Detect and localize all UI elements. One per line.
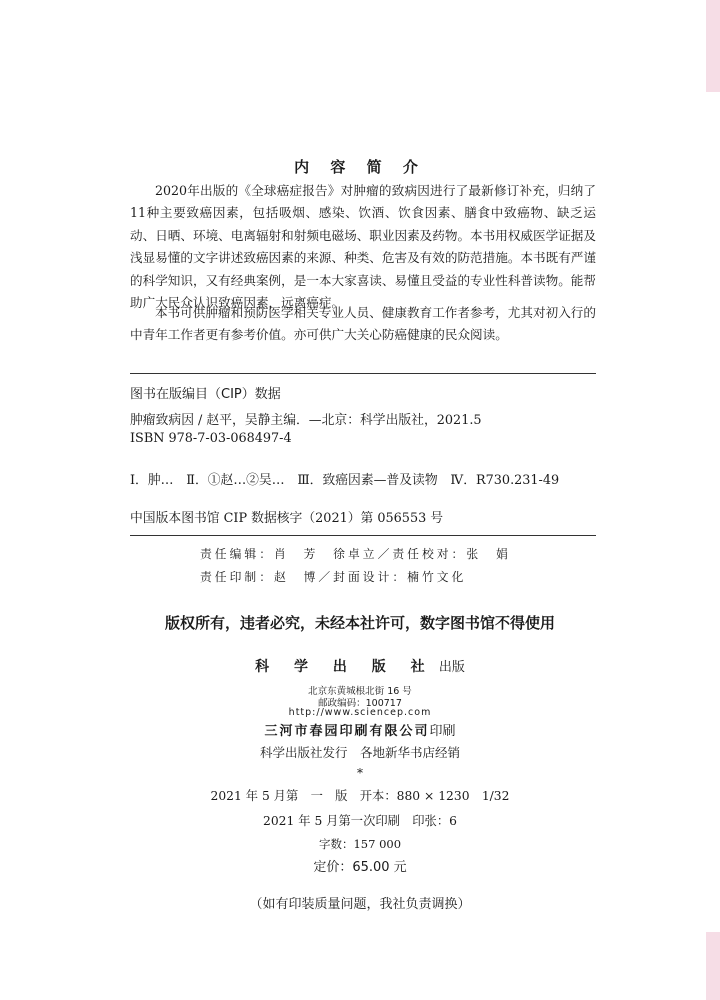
publisher-name: 科 学 出 版 社 bbox=[255, 659, 435, 675]
cip-data-number: 中国版本图书馆 CIP 数据核字（2021）第 056553 号 bbox=[130, 511, 444, 526]
cip-heading: 图书在版编目（CIP）数据 bbox=[130, 387, 281, 402]
printer-suffix: 印刷 bbox=[429, 724, 456, 739]
separator-star: * bbox=[357, 766, 363, 780]
divider-top bbox=[130, 373, 596, 374]
publisher-suffix: 出版 bbox=[438, 660, 465, 675]
word-count: 字数：157 000 bbox=[318, 837, 402, 851]
abstract-title: 内 容 简 介 bbox=[294, 158, 426, 176]
abstract-paragraph-2: 本书可供肿瘤和预防医学相关专业人员、健康教育工作者参考，尤其对初入行的中青年工作者更有参考价值。亦可供广大关心防癌健康的民众阅读。 bbox=[130, 305, 596, 343]
abstract-paragraph-1: 2020年出版的《全球癌症报告》对肿瘤的致病因进行了最新修订补充，归纳了11种主要致癌因素，包括吸烟、感染、饮酒、饮食因素、膳食中致癌物、缺乏运动、日晒、环境、电离辐射和射频电磁场、职业因素及药物。本书用权威医学证据及浅显易懂的文字讲述致癌因素的来源、种类、危害及有效的防范措施。本书既有严谨的科学知识，又有经典案例，是一本大家喜读、易懂且受益的专业性科普读物。能帮助广大民众认识致癌因素，远离癌症。 bbox=[130, 183, 596, 311]
printer-line bbox=[0, 720, 720, 739]
publisher-address: 北京东黄城根北街 16 号 bbox=[308, 686, 412, 697]
copyright-notice: 版权所有，违者必究，未经本社许可，数字图书馆不得使用 bbox=[164, 614, 555, 632]
publisher-url: http://www.sciencep.com bbox=[288, 707, 432, 718]
cip-title-line: 肿瘤致病因 / 赵平，吴静主编．—北京：科学出版社，2021.5 bbox=[130, 413, 482, 428]
cip-classification: Ⅰ．肿… Ⅱ．①赵…②吴… Ⅲ．致癌因素—普及读物 Ⅳ．R730.231-49 bbox=[130, 473, 560, 488]
credits-printing: 责任印制：赵 博／封面设计：楠竹文化 bbox=[200, 570, 467, 584]
quality-note: （如有印装质量问题，我社负责调换） bbox=[249, 897, 471, 912]
distribution-line: 科学出版社发行 各地新华书店经销 bbox=[259, 745, 460, 760]
credits-editors: 责任编辑：肖 芳 徐卓立／责任校对：张 娟 bbox=[200, 547, 511, 561]
pink-edge-strip-top bbox=[706, 0, 720, 92]
divider-bottom bbox=[130, 535, 596, 536]
price: 定价：65.00 元 bbox=[313, 860, 407, 875]
printer-name: 三河市春园印刷有限公司 bbox=[264, 724, 430, 739]
cip-isbn: ISBN 978-7-03-068497-4 bbox=[130, 431, 292, 446]
publisher-postcode: 邮政编码：100717 bbox=[318, 698, 402, 709]
publisher-line bbox=[0, 656, 720, 676]
printing-line: 2021 年 5 月第一次印刷 印张：6 bbox=[263, 814, 457, 828]
pink-edge-strip-bottom bbox=[706, 932, 720, 1000]
edition-line: 2021 年 5 月第 一 版 开本：880 × 1230 1/32 bbox=[210, 789, 510, 803]
